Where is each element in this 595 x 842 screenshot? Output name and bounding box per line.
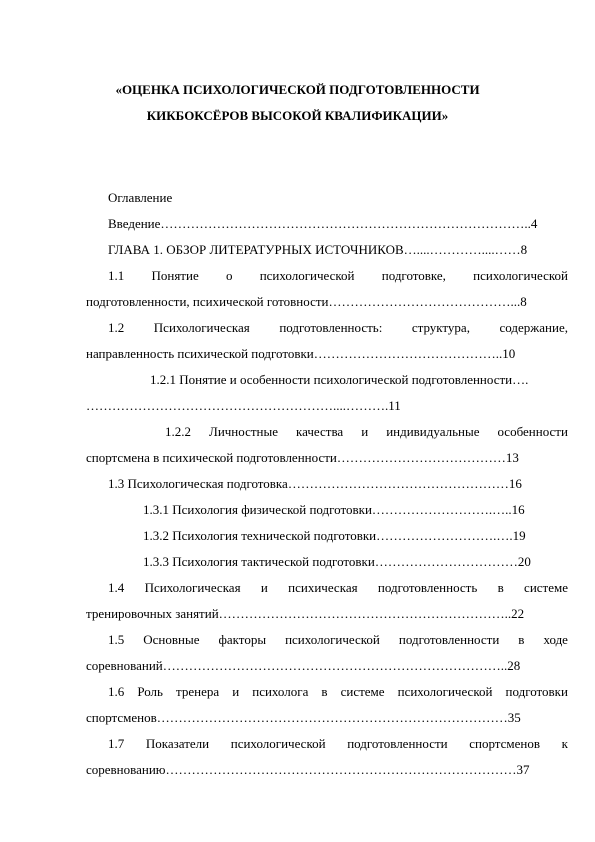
toc-word: Основные — [143, 632, 200, 647]
toc-entry-1-2-line-2: направленность психической подготовки……………………………………..10 — [86, 346, 516, 361]
toc-word: психологической — [230, 736, 326, 751]
toc-word: Понятие — [151, 268, 199, 283]
toc-heading: Оглавление — [108, 190, 173, 205]
toc-word: подготовленности — [398, 632, 500, 647]
toc-entry-1-1-line-1 — [108, 268, 568, 284]
toc-entry-1-2-2-line-1 — [165, 424, 568, 440]
toc-word: качества — [296, 424, 344, 439]
toc-word: Психологическая — [144, 580, 241, 595]
toc-word: 1.4 — [108, 580, 125, 595]
toc-word: психологической — [473, 268, 568, 283]
toc-word: Личностные — [209, 424, 279, 439]
toc-entry-1-7-line-1 — [108, 736, 568, 752]
toc-word: психолога — [252, 684, 309, 699]
toc-word: и — [232, 684, 240, 699]
toc-word: психологической — [397, 684, 493, 699]
toc-entry-1-4-line-1 — [108, 580, 568, 596]
toc-word: о — [225, 268, 233, 283]
toc-word: структура, — [411, 320, 470, 335]
toc-word: 1.1 — [108, 268, 125, 283]
toc-word: ходе — [543, 632, 568, 647]
toc-word: подготовленность: — [279, 320, 383, 335]
toc-word: психологической — [285, 632, 380, 647]
toc-word: спортсменов — [469, 736, 540, 751]
toc-word: Показатели — [145, 736, 210, 751]
toc-word: 1.6 — [108, 684, 125, 699]
toc-word: индивидуальные — [386, 424, 480, 439]
toc-word: в — [321, 684, 328, 699]
toc-word: психическая — [288, 580, 358, 595]
toc-word: подготовленности — [347, 736, 448, 751]
toc-word: системе — [340, 684, 385, 699]
toc-word: 1.2.2 — [165, 424, 191, 439]
document-title-line-2: КИКБОКСЁРОВ ВЫСОКОЙ КВАЛИФИКАЦИИ» — [146, 108, 449, 123]
toc-word: в — [518, 632, 525, 647]
toc-word: подготовки — [505, 684, 568, 699]
toc-word: подготовленность — [377, 580, 478, 595]
toc-entry-1-6-line-1 — [108, 684, 568, 700]
toc-entry-1-3-3: 1.3.3 Психология тактической подготовки……………………………20 — [143, 554, 531, 569]
toc-word: подготовке, — [381, 268, 446, 283]
toc-entry-1-5-line-2: соревнований……………………………………………………………………..28 — [86, 658, 521, 673]
toc-word: Роль — [137, 684, 163, 699]
toc-entry-1-2-1-line-2: …………………………………………………....……….11 — [86, 398, 401, 413]
toc-word: особенности — [497, 424, 568, 439]
toc-entry-1-3-2: 1.3.2 Психология технической подготовки……………………….….19 — [143, 528, 526, 543]
toc-word: и — [260, 580, 268, 595]
toc-entry-chapter-1: ГЛАВА 1. ОБЗОР ЛИТЕРАТУРНЫХ ИСТОЧНИКОВ…....…………....……8 — [108, 242, 528, 257]
toc-word: и — [361, 424, 369, 439]
toc-word: факторы — [218, 632, 267, 647]
toc-word: системе — [524, 580, 568, 595]
toc-entry-1-2-1-line-1: 1.2.1 Понятие и особенности психологической подготовленности…. — [150, 372, 529, 387]
document-title-line-1: «ОЦЕНКА ПСИХОЛОГИЧЕСКОЙ ПОДГОТОВЛЕННОСТИ — [115, 82, 480, 97]
toc-word: в — [497, 580, 504, 595]
toc-entry-1-4-line-2: тренировочных занятий…………………………………………………………..22 — [86, 606, 525, 621]
toc-entry-1-1-line-2: подготовленности, психической готовности……………………………………...8 — [86, 294, 527, 309]
toc-entry-1-2-line-1 — [108, 320, 568, 336]
toc-word: 1.5 — [108, 632, 125, 647]
toc-word: 1.7 — [108, 736, 125, 751]
toc-entry-1-2-2-line-2: спортсмена в психической подготовленности…………………………………13 — [86, 450, 519, 465]
toc-word: Психологическая — [153, 320, 250, 335]
toc-entry-1-3-1: 1.3.1 Психология физической подготовки……………………….…..16 — [143, 502, 525, 517]
toc-entry-1-5-line-1 — [108, 632, 568, 648]
toc-word: содержание, — [499, 320, 568, 335]
toc-entry-1-7-line-2: соревнованию………………………………………………………………………37 — [86, 762, 530, 777]
toc-entry-1-3: 1.3 Психологическая подготовка……………………………………………16 — [108, 476, 522, 491]
toc-word: к — [561, 736, 568, 751]
toc-word: 1.2 — [108, 320, 125, 335]
toc-word: психологической — [259, 268, 355, 283]
toc-entry-intro: Введение…………………………………………………………………………..4 — [108, 216, 538, 231]
toc-word: тренера — [176, 684, 220, 699]
toc-entry-1-6-line-2: спортсменов………………………………………………………………………35 — [86, 710, 521, 725]
